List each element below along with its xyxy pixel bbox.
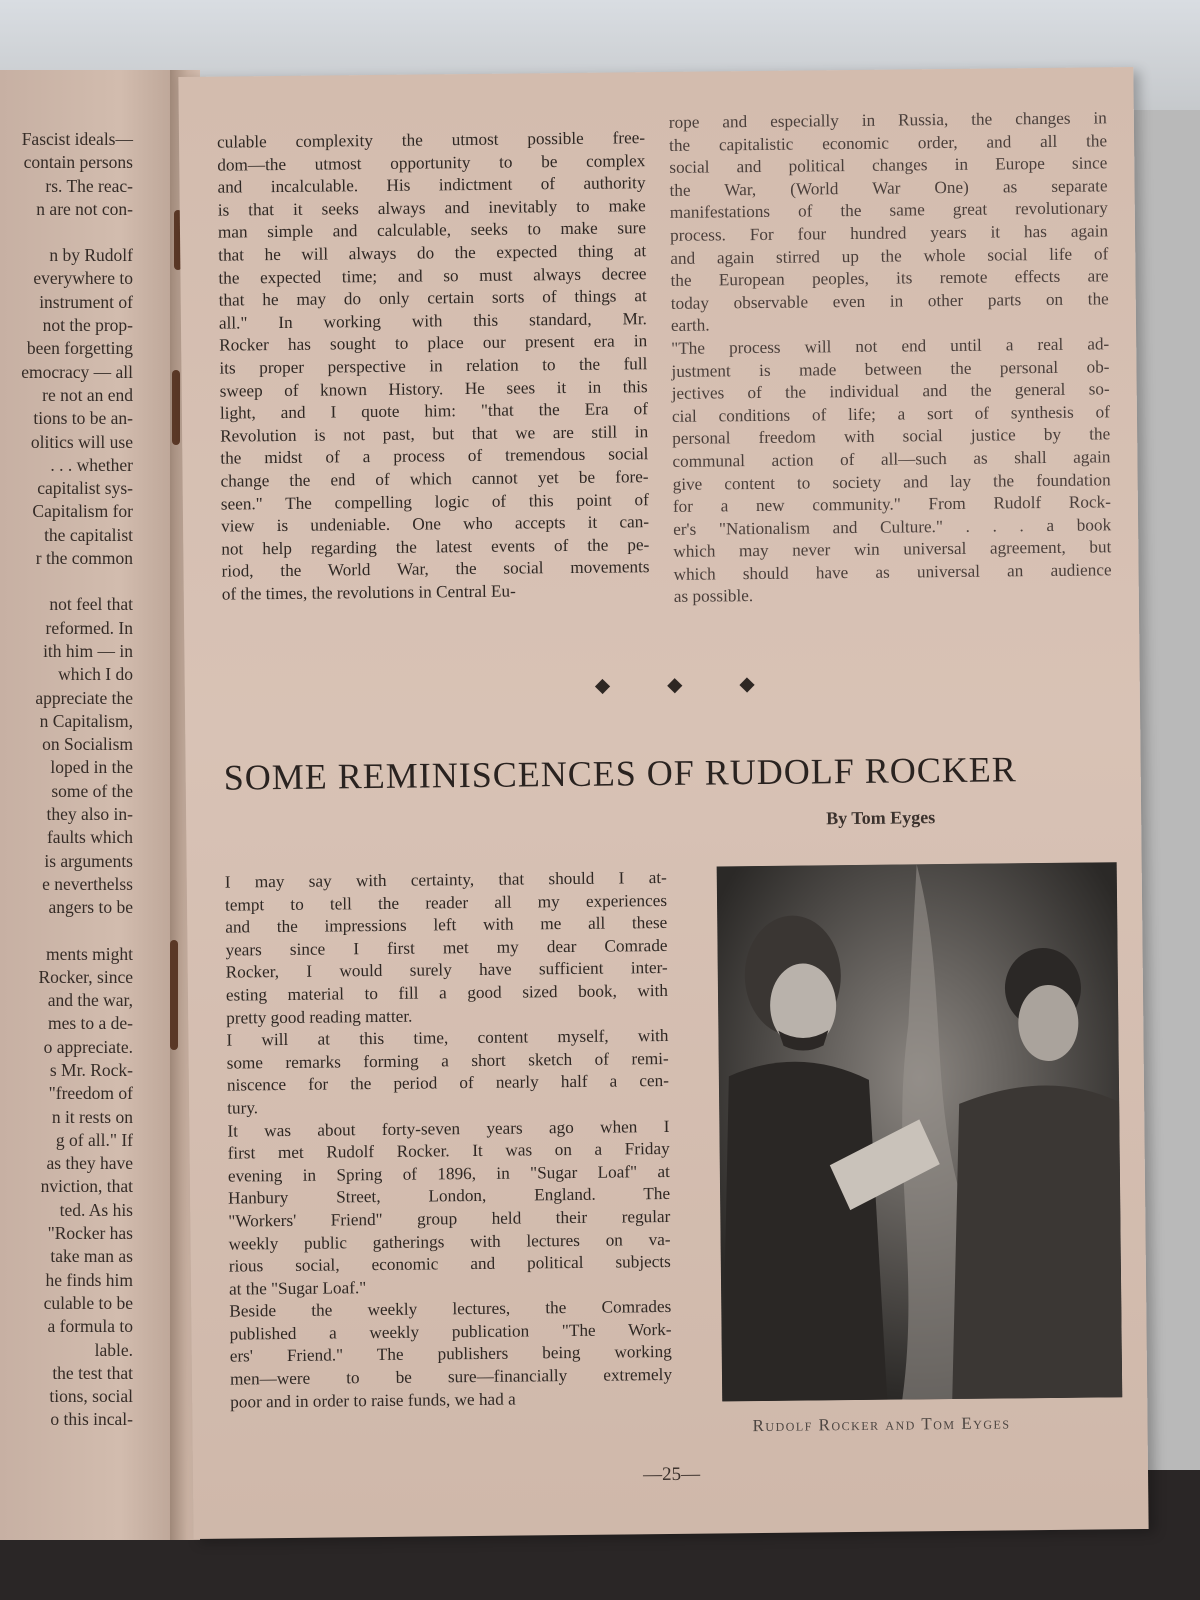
text-line: the capitalistic economic order, and all the xyxy=(669,130,1108,155)
text-line: its proper perspective in relation to the full xyxy=(219,354,648,378)
text-line: tions to be an- xyxy=(33,408,133,429)
text-line: is arguments xyxy=(44,850,133,871)
text-line: been forgetting xyxy=(26,338,133,359)
text-line: "Rocker has xyxy=(47,1223,133,1244)
text-line: that he will always do the expected thing at xyxy=(218,241,647,265)
text-line: man simple and calculable, seeks to make sure xyxy=(217,218,647,243)
text-line: published a weekly publication "The Work- xyxy=(229,1319,672,1344)
text-line: that he may do only certain sorts of things at xyxy=(218,286,647,310)
top-article-column-1 xyxy=(217,127,650,606)
text-line: mes to a de- xyxy=(47,1013,133,1034)
page-number: —25— xyxy=(642,1463,701,1486)
text-line: ers' Friend." The publishers being working xyxy=(229,1342,672,1367)
text-line: the test that xyxy=(52,1362,133,1383)
text-line: niscence for the period of nearly half a cen- xyxy=(226,1071,670,1095)
text-line: everywhere to xyxy=(33,268,133,289)
article-photo xyxy=(717,862,1123,1401)
text-line: rious social, economic and political subjects xyxy=(228,1252,671,1276)
text-line: rs. The reac- xyxy=(45,175,133,196)
text-line: n Capitalism, xyxy=(39,710,133,731)
text-line: tions, social xyxy=(49,1386,133,1407)
text-line: the War, (World War One) as separate xyxy=(669,176,1108,200)
text-line: which I do xyxy=(58,664,133,685)
text-line: olitics will use xyxy=(30,431,133,452)
text-line: Revolution is not past, but that we are still in xyxy=(220,421,649,446)
text-line: manifestations of the same great revolutionary xyxy=(669,198,1108,223)
text-line: is that it seeks always and inevitably to make xyxy=(217,195,646,220)
text-line: today observable even in other parts on the xyxy=(670,289,1109,313)
text-line: ith him — in xyxy=(43,640,133,661)
text-line: and the impressions left with me all these xyxy=(225,913,668,937)
text-line: I may say with certainty, that should I at- xyxy=(224,867,667,892)
text-line: capitalist sys- xyxy=(37,478,133,499)
text-line: on Socialism xyxy=(42,734,133,755)
text-line: earth. xyxy=(670,315,710,336)
text-line: emocracy — all xyxy=(21,361,133,382)
text-line: n are not con- xyxy=(36,198,133,219)
text-line: Rocker has sought to place our present era in xyxy=(219,331,648,355)
text-line: re not an end xyxy=(42,384,133,405)
text-line: tury. xyxy=(227,1098,259,1118)
text-line: s Mr. Rock- xyxy=(49,1059,133,1080)
text-line: ments might xyxy=(45,943,133,964)
text-line: Fascist ideals— xyxy=(21,129,133,149)
staple xyxy=(172,370,180,445)
text-line: faults which xyxy=(46,827,133,848)
text-line: o this incal- xyxy=(50,1409,133,1430)
text-line: which should have as universal an audience xyxy=(673,560,1112,584)
text-line: lable. xyxy=(94,1339,133,1360)
text-line: a formula to xyxy=(47,1316,133,1337)
text-line: all." In working with this standard, Mr. xyxy=(218,308,648,333)
text-line xyxy=(0,920,133,943)
text-line: justment is made between the personal ob- xyxy=(671,356,1110,381)
text-line: first met Rudolf Rocker. It was on a Friday xyxy=(227,1139,670,1163)
text-line: process. For four hundred years it has again xyxy=(669,221,1109,245)
text-line: esting material to fill a good sized book, with xyxy=(225,980,669,1005)
text-line: o appreciate. xyxy=(43,1036,133,1057)
text-line: not help regarding the latest events of the pe- xyxy=(221,534,650,559)
text-line: Hanbury Street, London, England. The xyxy=(228,1184,671,1208)
text-line: not feel that xyxy=(49,594,133,615)
text-line: n it rests on xyxy=(51,1106,133,1127)
text-line: take man as xyxy=(50,1246,133,1267)
text-line: cial conditions of life; a sort of synthesis of xyxy=(671,402,1111,426)
text-line: social and political changes in Europe since xyxy=(669,153,1108,178)
text-line: as possible. xyxy=(673,586,754,607)
text-line: "Workers' Friend" group held their regular xyxy=(228,1206,671,1231)
text-line: communal action of all—such as shall again xyxy=(672,447,1111,471)
text-line: Capitalism for xyxy=(32,501,133,522)
article-byline: By Tom Eyges xyxy=(826,807,936,829)
text-line: ted. As his xyxy=(59,1199,133,1220)
text-line: the capitalist xyxy=(44,524,133,545)
text-line: and incalculable. His indictment of authority xyxy=(217,173,646,197)
text-line: give content to society and lay the foundation xyxy=(672,469,1111,494)
text-line: r the common xyxy=(35,548,133,569)
text-line: they also in- xyxy=(46,804,133,825)
text-line: riod, the World War, the social movements xyxy=(221,557,650,581)
text-line: and again stirred up the whole social life of xyxy=(670,243,1109,268)
text-line: weekly public gatherings with lectures on va- xyxy=(228,1229,671,1254)
text-line: culable to be xyxy=(43,1292,133,1313)
text-line: some of the xyxy=(51,780,133,801)
text-line: tempt to tell the reader all my experiences xyxy=(224,890,668,915)
text-line xyxy=(0,570,133,593)
text-line: change the end of which cannot yet be fore- xyxy=(220,467,649,491)
text-line: Rocker, I would surely have sufficient inter- xyxy=(225,958,668,982)
article-headline: SOME REMINISCENCES OF RUDOLF ROCKER xyxy=(223,749,1017,798)
previous-page xyxy=(0,70,185,1540)
section-separator xyxy=(595,671,755,698)
text-line: pretty good reading matter. xyxy=(226,1006,413,1028)
text-line: at the "Sugar Loaf." xyxy=(228,1277,367,1299)
text-line: loped in the xyxy=(50,757,133,778)
text-line: of the times, the revolutions in Central Eu- xyxy=(221,581,516,604)
diamond-ornament-icon: ◆ xyxy=(739,673,755,696)
text-line: poor and in order to raise funds, we had a xyxy=(230,1389,516,1412)
magazine-page xyxy=(178,67,1148,1539)
text-line: evening in Spring of 1896, in "Sugar Loaf" at xyxy=(227,1161,670,1186)
text-line: men—were to be sure—financially extremely xyxy=(229,1365,673,1389)
staple xyxy=(170,940,178,1050)
photo-two-men-icon xyxy=(717,862,1123,1401)
article-body xyxy=(225,867,673,1414)
previous-page-text xyxy=(0,128,133,1432)
text-line: "freedom of xyxy=(48,1083,133,1104)
text-line: years since I first met my dear Comrade xyxy=(225,935,668,960)
text-line: light, and I quote him: "that the Era of xyxy=(219,399,648,423)
text-line: sweep of known History. He sees it in this xyxy=(219,376,648,401)
text-line: some remarks forming a short sketch of remi- xyxy=(226,1048,669,1073)
top-article-column-2 xyxy=(669,107,1112,609)
diamond-ornament-icon: ◆ xyxy=(666,673,683,696)
text-line: . . . whether xyxy=(50,454,133,475)
text-line: er's "Nationalism and Culture." . . . a book xyxy=(673,514,1112,539)
text-line: the expected time; and so must always decree xyxy=(218,263,647,288)
text-line: appreciate the xyxy=(35,687,133,708)
text-line: instrument of xyxy=(39,291,133,312)
text-line: Beside the weekly lectures, the Comrades xyxy=(229,1297,672,1321)
text-line: nviction, that xyxy=(40,1176,133,1197)
photo-caption: Rudolf Rocker and Tom Eyges xyxy=(752,1413,1011,1436)
text-line: jectives of the individual and the general so- xyxy=(671,379,1110,404)
text-line: seen." The compelling logic of this point of xyxy=(220,489,649,514)
text-line: the European peoples, its remote effects are xyxy=(670,266,1109,291)
text-line: e neverthelss xyxy=(42,873,133,894)
text-line: It was about forty-seven years ago when I xyxy=(227,1116,670,1141)
text-line: I will at this time, content myself, with xyxy=(226,1026,669,1050)
text-line: he finds him xyxy=(45,1269,133,1290)
text-line: angers to be xyxy=(48,897,133,918)
text-line: and the war, xyxy=(47,990,133,1011)
text-line: g of all." If xyxy=(55,1129,133,1150)
diamond-ornament-icon: ◆ xyxy=(594,674,611,697)
text-line: reformed. In xyxy=(45,617,133,638)
text-line xyxy=(0,221,133,244)
text-line: dom—the utmost opportunity to be complex xyxy=(217,150,646,175)
text-line: contain persons xyxy=(23,152,133,173)
text-line: not the prop- xyxy=(42,315,133,336)
text-line: n by Rudolf xyxy=(49,245,133,266)
text-line: for a new community." From Rudolf Rock- xyxy=(672,492,1111,516)
text-line: as they have xyxy=(46,1153,133,1174)
text-line: personal freedom with social justice by the xyxy=(672,424,1111,449)
text-line: view is undeniable. One who accepts it can- xyxy=(220,512,650,536)
text-line: which may never win universal agreement, but xyxy=(673,537,1112,562)
text-line: Rocker, since xyxy=(38,966,133,987)
text-line: rope and especially in Russia, the changes in xyxy=(668,108,1107,132)
text-line: the midst of a process of tremendous social xyxy=(220,444,649,468)
text-line: culable complexity the utmost possible free- xyxy=(216,128,646,152)
text-line: "The process will not end until a real ad- xyxy=(671,334,1110,358)
